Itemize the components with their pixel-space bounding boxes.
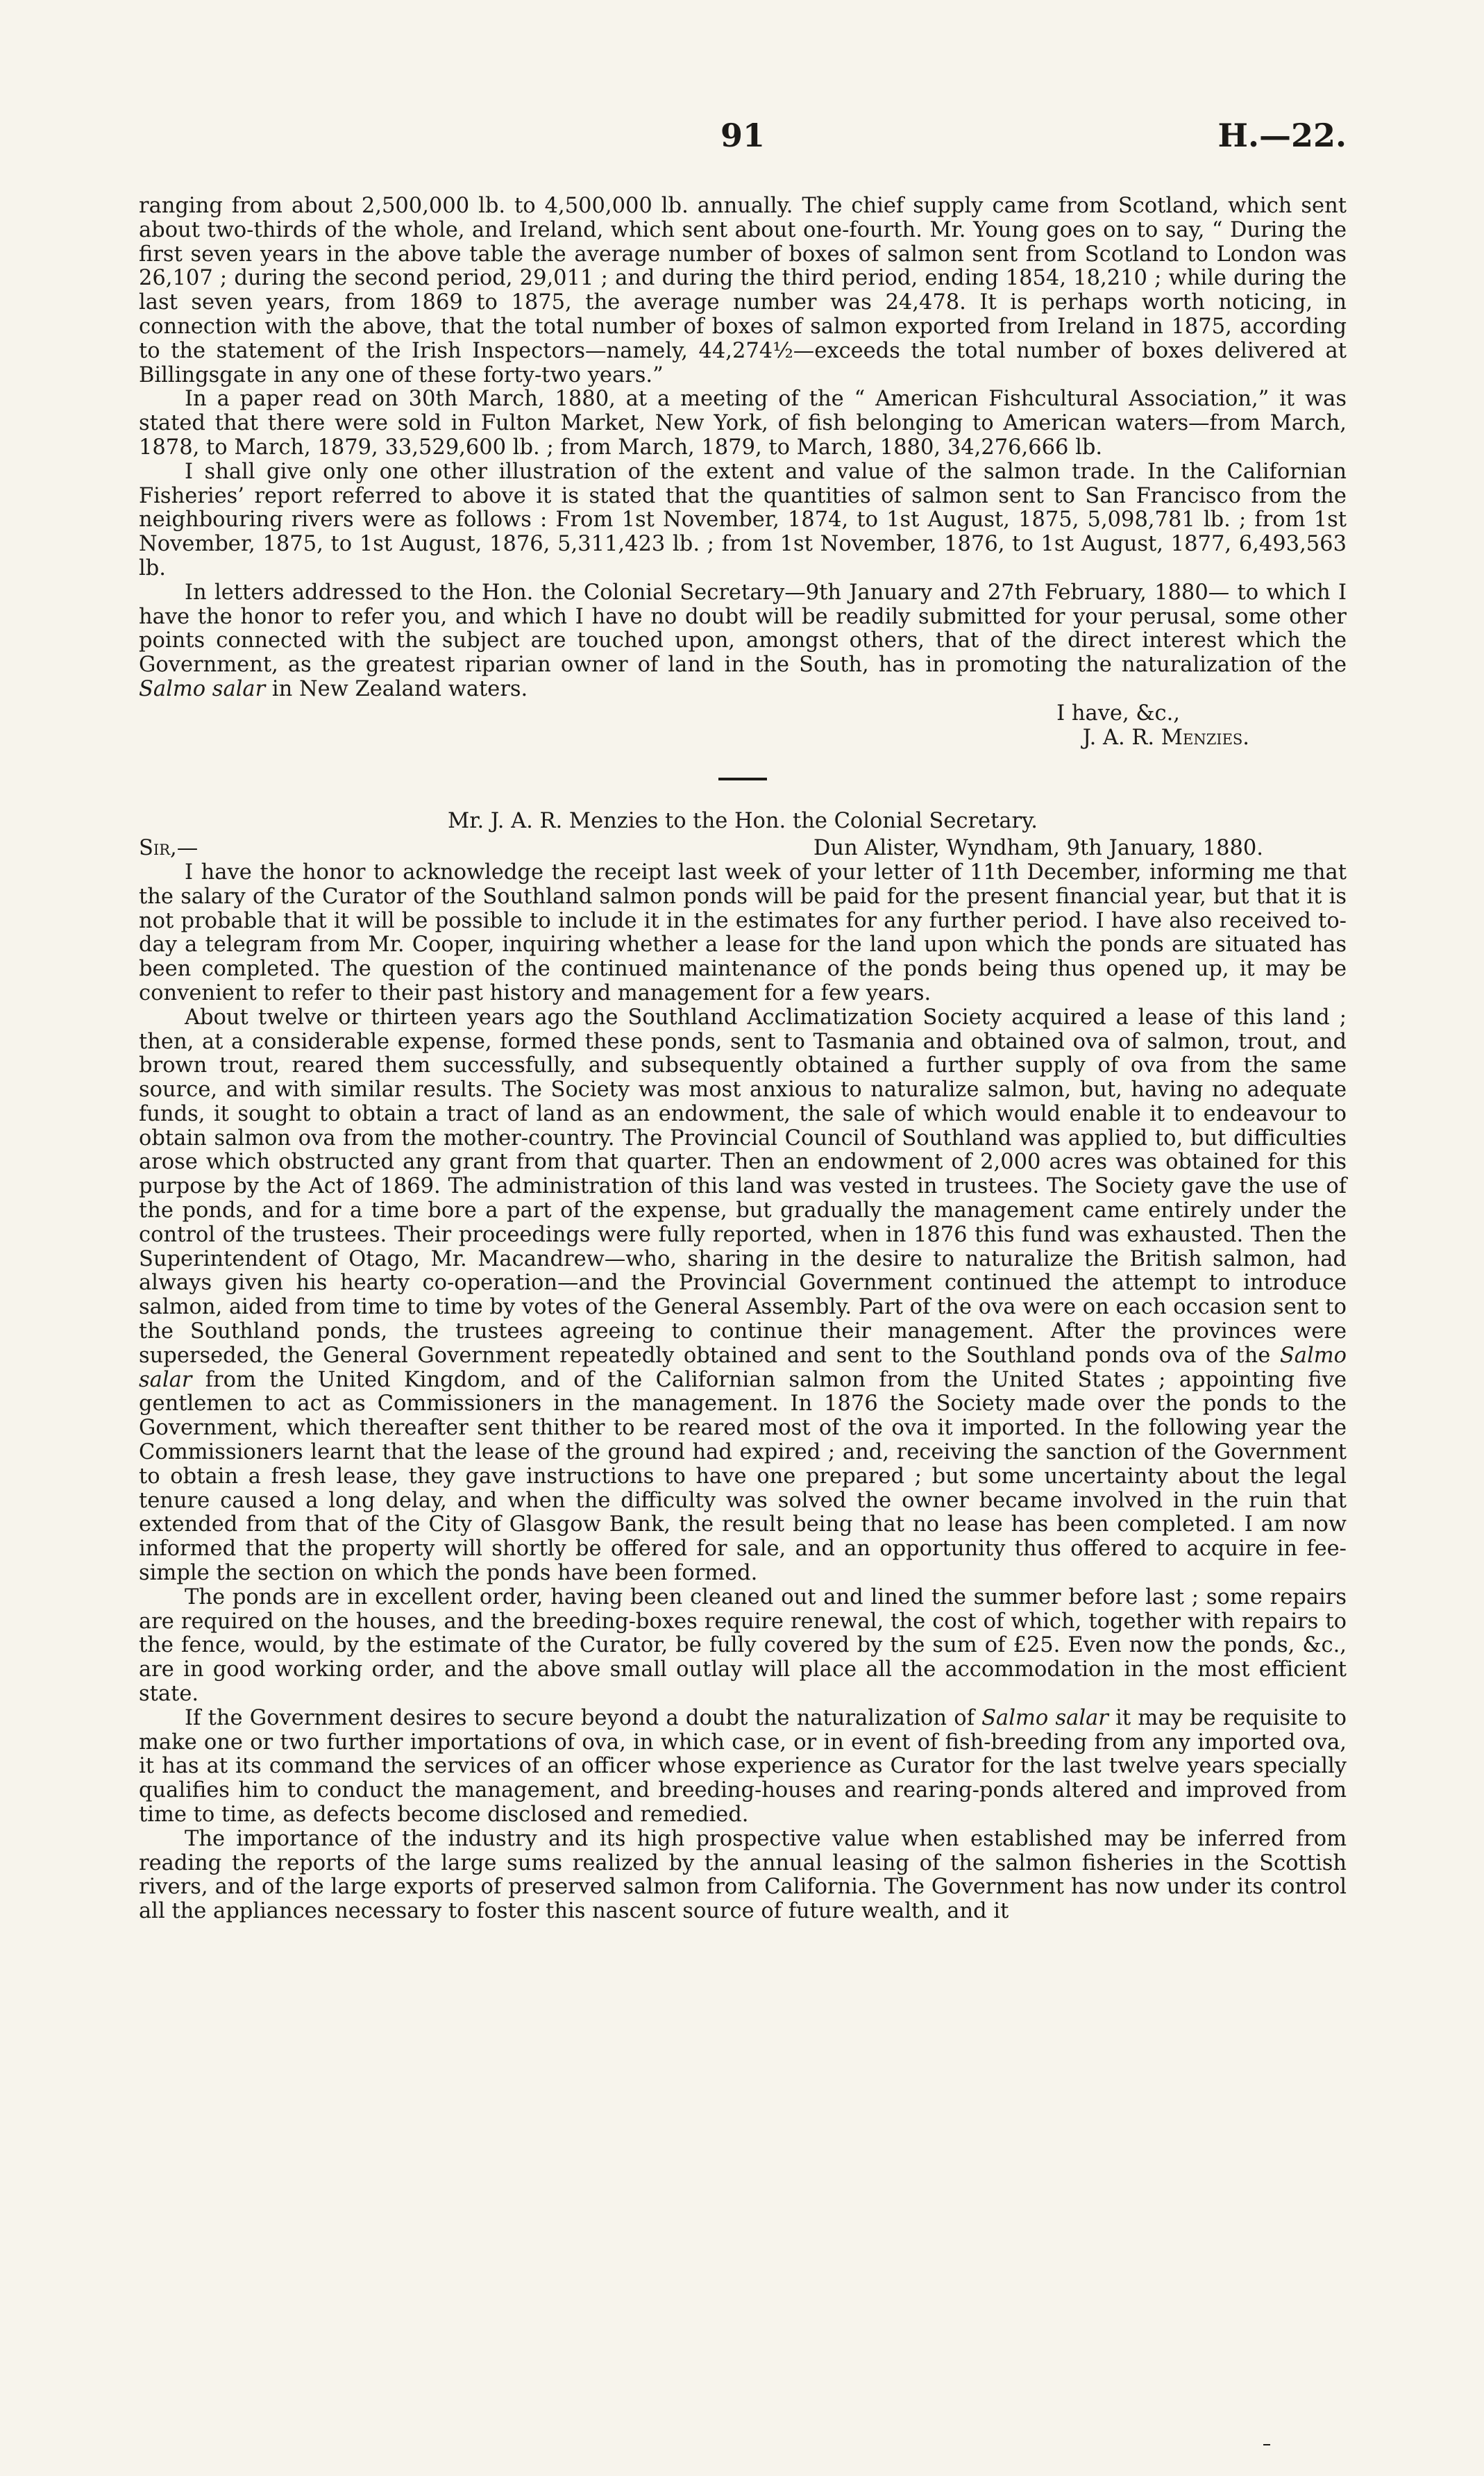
paragraph-salmon-boxes: ranging from about 2,500,000 lb. to 4,500,000 lb. annually. The chief supply came from Scotland, which sent about two-thirds of the whole, and Ireland, which sent about one-fourth. Mr. Young goes on to say, “ During the first seven years in the above table the average number of boxes of salmon sent from Scotland to London was 26,107 ; during the second period, 29,011 ; and during the third period, ending 1854, 18,210 ; while during the last seven years, from 1869 to 1875, the average number was 24,478. It is perhaps worth noticing, in connection with the above, that the total number of boxes of salmon exported from Ireland in 1875, according to the statement of the Irish Inspectors—namely, 44,274½—exceeds the total number of boxes delivered at Billingsgate in any one of these forty-two years.” <box>139 194 1347 387</box>
paragraph-colonial-secretary-letters <box>139 581 1347 702</box>
paragraph-text: in New Zealand waters. <box>265 676 528 701</box>
letter-paragraph-history <box>139 1006 1347 1586</box>
paragraph-text: About twelve or thirteen years ago the Southland Acclimatization Society acquired a lease of this land ; then, at a considerable expense, formed these ponds, sent to Tasmania and obtained ova of salmon, trout, and brown trout, reared them successfully, and subsequently obtained a further supply of ova from the same source, and with similar results. The Society was most anxious to naturalize salmon, but, having no adequate funds, it sought to obtain a tract of land as an endowment, the sale of which would enable it to endeavour to obtain salmon ova from the mother-country. The Provincial Council of Southland was applied to, but difficulties arose which obstructed any grant from that quarter. Then an endowment of 2,000 acres was obtained for this purpose by the Act of 1869. The administration of this land was vested in trustees. The Society gave the use of the ponds, and for a time bore a part of the expense, but gradually the management came entirely under the control of the trustees. Their proceedings were fully reported, when in 1876 this fund was exhausted. Then the Superintendent of Otago, Mr. Macandrew—who, sharing in the desire to naturalize the British salmon, had always given his hearty co-operation—and the Provincial Government continued the attempt to introduce salmon, aided from time to time by votes of the General Assembly. Part of the ova were on each occasion sent to the Southland ponds, the trustees agreeing to continue their management. After the provinces were superseded, the General Government repeatedly obtained and sent to the Southland ponds ova of the <box>139 1005 1347 1368</box>
letter-paragraph-importations <box>139 1707 1347 1827</box>
letter-paragraph-industry-value: The importance of the industry and its high prospective value when established may be inferred from reading the reports of the large sums realized by the annual leasing of the salmon fisheries in the Scottish rivers, and of the large exports of preserved salmon from California. The Government has now under its control all the appliances necessary to foster this nascent source of future wealth, and it <box>139 1826 1347 1924</box>
dateline: Dun Alister, Wyndham, 9th January, 1880. <box>813 836 1263 861</box>
signoff-closing: I have, &c., <box>1056 701 1180 726</box>
species-name: Salmo salar <box>139 676 266 701</box>
page-number: 91 <box>720 117 765 154</box>
salutation: Sir,— <box>139 836 199 861</box>
letter-heading: Mr. J. A. R. Menzies to the Hon. the Colonial Secretary. <box>447 809 1038 834</box>
section-divider <box>718 778 767 780</box>
paragraph-text: In letters addressed to the Hon. the Colonial Secretary—9th January and 27th February, 1880— to which I have the honor to refer you, and which I have no doubt will be readily submitted for your perusal, some other points connected with the subject are touched upon, amongst others, that of the direct interest which the Government, as the greatest riparian owner of land in the South, has in promoting the naturalization of the <box>139 580 1347 678</box>
letter-paragraph-pond-condition: The ponds are in excellent order, having been cleaned out and lined the summer before last ; some repairs are required on the houses, and the breeding-boxes require renewal, the cost of which, together with repairs to the fence, would, by the estimate of the Curator, be fully covered by the sum of £25. Even now the ponds, &c., are in good working order, and the above small outlay will place all the accommodation in the most efficient state. <box>139 1584 1347 1707</box>
signoff-signature: J. A. R. Menzies. <box>1082 725 1249 750</box>
salutation-row <box>139 837 1347 861</box>
body-text <box>139 194 1347 1924</box>
paragraph-fulton-market: In a paper read on 30th March, 1880, at a meeting of the “ American Fishcultural Association,” it was stated that there were sold in Fulton Market, New York, of fish belonging to American waters—from March, 1878, to March, 1879, 33,529,600 lb. ; from March, 1879, to March, 1880, 34,276,666 lb. <box>139 387 1347 460</box>
page-header <box>139 117 1347 165</box>
letter-paragraph-acknowledgement: I have the honor to acknowledge the receipt last week of your letter of 11th December, informing me that the salary of the Curator of the Southland salmon ponds will be paid for the present financial year, but that it is not probable that it will be possible to include it in the estimates for any further period. I have also received to-day a telegram from Mr. Cooper, inquiring whether a lease for the land upon which the ponds are situated has been completed. The question of the continued maintenance of the ponds being thus opened up, it may be convenient to refer to their past history and management for a few years. <box>139 860 1347 1005</box>
paragraph-californian-fisheries: I shall give only one other illustration of the extent and value of the salmon trade. In the Californian Fisheries’ report referred to above it is stated that the quantities of salmon sent to San Francisco from the neighbouring rivers were as follows : From 1st November, 1874, to 1st August, 1875, 5,098,781 lb. ; from 1st November, 1875, to 1st August, 1876, 5,311,423 lb. ; from 1st November, 1876, to 1st August, 1877, 6,493,563 lb. <box>139 459 1347 580</box>
paragraph-text: If the Government desires to secure beyond a doubt the naturalization of <box>185 1705 982 1730</box>
paragraph-text: it may be requisite to make one or two further importations of ova, in which case, or in event of fish-breeding from any imported ova, it has at its command the services of an officer whose experience as Curator for the last twelve years specially qualifies him to conduct the management, and breeding-houses and rearing-ponds altered and improved from time to time, as defects become disclosed and remedied. <box>139 1705 1347 1827</box>
document-reference: H.—22. <box>1217 117 1347 154</box>
paragraph-text: from the United Kingdom, and of the Californian salmon from the United States ; appointing five gentlemen to act as Commissioners in the management. In 1876 the Society made over the ponds to the Government, which thereafter sent thither to be reared most of the ova it imported. In the following year the Commissioners learnt that the lease of the ground had expired ; and, receiving the sanction of the Government to obtain a fresh lease, they gave instructions to have one prepared ; but some uncertainty about the legal tenure caused a long delay, and when the difficulty was solved the owner became involved in the ruin that extended from that of the City of Glasgow Bank, the result being that no lease has been completed. I am now informed that the property will shortly be offered for sale, and an opportunity thus offered to acquire in fee-simple the section on which the ponds have been formed. <box>139 1367 1347 1586</box>
footer-mark <box>1263 2444 1270 2445</box>
species-name: Salmo salar <box>981 1705 1108 1730</box>
species-name: Salmo salar <box>139 1343 1347 1392</box>
